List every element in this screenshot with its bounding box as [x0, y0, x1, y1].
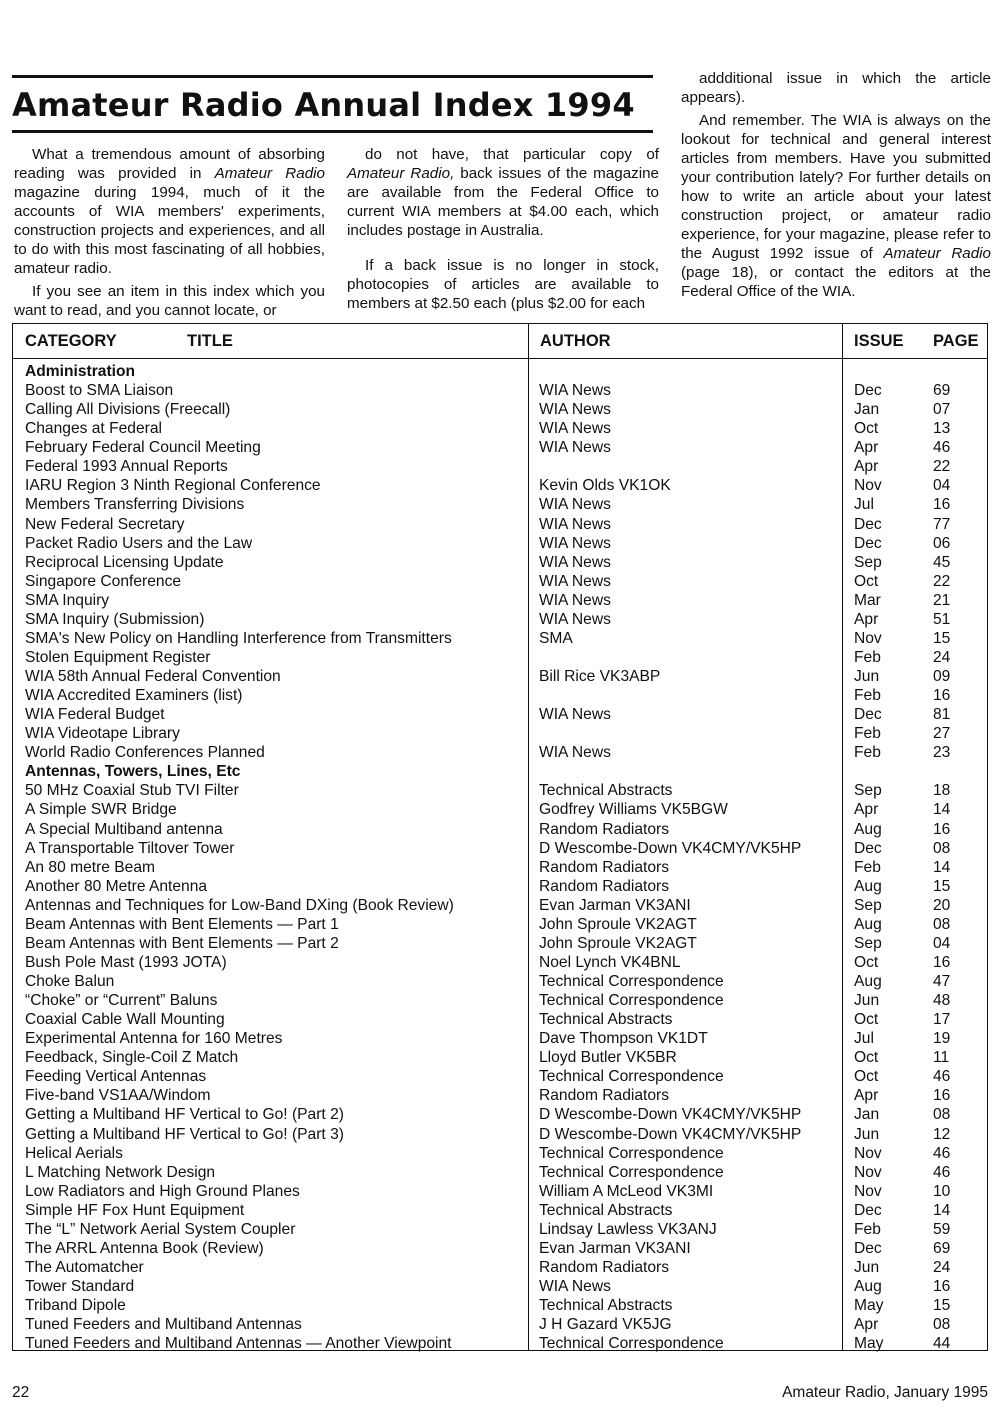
cell-author: WIA News — [539, 744, 611, 762]
cell-issue: Apr — [854, 458, 879, 476]
intro-text: If you see an item in this index which you want to read, and you cannot locate, or — [14, 283, 325, 319]
cell-issue: Mar — [854, 591, 881, 609]
cell-issue: Aug — [854, 915, 882, 933]
cell-issue: Aug — [854, 877, 882, 895]
table-row — [13, 553, 987, 572]
cell-page: 12 — [933, 1125, 951, 1143]
table-row — [13, 896, 987, 915]
cell-issue: Dec — [854, 1201, 882, 1219]
cell-page: 24 — [933, 1258, 951, 1276]
cell-title: A Simple SWR Bridge — [25, 801, 177, 819]
cell-title: WIA Videotape Library — [25, 725, 180, 743]
header-divider — [13, 358, 987, 359]
cell-author: Evan Jarman VK3ANI — [539, 896, 691, 914]
table-row — [13, 457, 987, 476]
cell-page: 69 — [933, 382, 951, 400]
cell-title: Stolen Equipment Register — [25, 648, 211, 666]
cell-issue: Dec — [854, 706, 882, 724]
footer-page-number: 22 — [12, 1384, 30, 1401]
cell-page: 22 — [933, 458, 951, 476]
cell-page: 14 — [933, 801, 951, 819]
cell-title: WIA Federal Budget — [25, 706, 165, 724]
intro-text: What a tremendous amount of absorbing reading was provided in — [14, 146, 325, 182]
cell-title: WIA 58th Annual Federal Convention — [25, 668, 281, 685]
intro-italic-text: Amateur Radio — [883, 245, 991, 262]
page-title: Amateur Radio Annual Index 1994 — [12, 86, 635, 124]
table-row — [13, 572, 987, 591]
cell-page: 15 — [933, 629, 951, 647]
cell-title: “Choke” or “Current” Baluns — [25, 992, 218, 1010]
table-row — [13, 724, 987, 743]
cell-page: 08 — [933, 839, 951, 857]
cell-issue: Jul — [854, 1030, 874, 1048]
cell-page: 08 — [933, 915, 951, 933]
table-row — [13, 438, 987, 457]
cell-issue: Oct — [854, 420, 879, 438]
cell-author: Lindsay Lawless VK3ANJ — [539, 1220, 717, 1238]
table-row — [13, 610, 987, 629]
cell-title: Members Transferring Divisions — [25, 496, 245, 514]
cell-issue: Nov — [854, 1163, 882, 1181]
cell-page: 17 — [933, 1011, 951, 1029]
cell-title: SMA Inquiry — [25, 591, 110, 609]
cell-title: Feedback, Single-Coil Z Match — [25, 1049, 239, 1067]
table-row — [13, 1029, 987, 1048]
cell-issue: Sep — [854, 782, 882, 800]
cell-author: Technical Correspondence — [539, 973, 724, 990]
cell-page: 04 — [933, 477, 951, 495]
cell-author: WIA News — [539, 515, 611, 533]
title-rule-top — [12, 75, 653, 78]
table-row — [13, 400, 987, 419]
cell-issue: Jun — [854, 1258, 880, 1276]
cell-author: Technical Correspondence — [539, 1163, 724, 1181]
table-row — [13, 648, 987, 667]
cell-page: 44 — [933, 1335, 951, 1353]
cell-page: 04 — [933, 934, 951, 952]
cell-issue: Apr — [854, 1087, 879, 1105]
cell-title: 50 MHz Coaxial Stub TVI Filter — [25, 782, 239, 800]
cell-author: WIA News — [539, 1278, 611, 1295]
table-row — [13, 1105, 987, 1124]
cell-author: WIA News — [539, 610, 611, 628]
cell-author: WIA News — [539, 553, 611, 571]
intro-column-3 — [681, 69, 991, 301]
cell-author: John Sproule VK2AGT — [539, 934, 697, 952]
category-row — [13, 762, 987, 781]
cell-author: WIA News — [539, 496, 611, 514]
cell-title: Beam Antennas with Bent Elements — Part 2 — [25, 934, 339, 952]
cell-page: 13 — [933, 420, 951, 438]
cell-page: 46 — [933, 1068, 951, 1086]
cell-page: 16 — [933, 953, 951, 971]
intro-paragraph — [14, 282, 325, 320]
table-row — [13, 972, 987, 991]
table-row — [13, 686, 987, 705]
cell-title: Beam Antennas with Bent Elements — Part 1 — [25, 915, 339, 933]
cell-author: SMA — [539, 629, 573, 647]
cell-page: 21 — [933, 591, 951, 609]
cell-title: Helical Aerials — [25, 1144, 123, 1162]
table-row — [13, 1163, 987, 1182]
cell-page: 45 — [933, 553, 951, 571]
cell-title: Triband Dipole — [25, 1297, 126, 1315]
table-row — [13, 1144, 987, 1163]
cell-page: 16 — [933, 687, 951, 705]
cell-title: A Special Multiband antenna — [25, 820, 223, 838]
cell-issue: Dec — [854, 534, 882, 552]
footer-publication: Amateur Radio, January 1995 — [782, 1384, 988, 1401]
table-row — [13, 534, 987, 553]
cell-issue: Jan — [854, 401, 880, 419]
cell-author: John Sproule VK2AGT — [539, 915, 697, 933]
table-row — [13, 476, 987, 495]
cell-author: Technical Abstracts — [539, 1011, 673, 1029]
cell-page: 46 — [933, 1163, 951, 1181]
intro-text: do not have, that particular copy of — [365, 146, 659, 163]
category-row — [13, 362, 987, 381]
cell-title: Another 80 Metre Antenna — [25, 877, 208, 895]
table-row — [13, 629, 987, 648]
cell-title: Getting a Multiband HF Vertical to Go! (Part 2) — [25, 1106, 344, 1124]
cell-page: 15 — [933, 1297, 951, 1315]
cell-issue: Feb — [854, 858, 881, 876]
intro-italic-text: Amateur Radio — [214, 165, 325, 182]
cell-title: Tower Standard — [25, 1278, 135, 1295]
cell-author: WIA News — [539, 534, 611, 552]
cell-title: New Federal Secretary — [25, 515, 185, 533]
cell-page: 16 — [933, 496, 951, 514]
cell-title: Low Radiators and High Ground Planes — [25, 1182, 300, 1200]
cell-issue: May — [854, 1297, 884, 1315]
table-row — [13, 381, 987, 400]
header-issue: ISSUE — [854, 332, 904, 350]
table-row — [13, 667, 987, 686]
cell-issue: Nov — [854, 1144, 882, 1162]
cell-title: Getting a Multiband HF Vertical to Go! (Part 3) — [25, 1125, 344, 1143]
cell-issue: Aug — [854, 820, 882, 838]
cell-author: Random Radiators — [539, 820, 670, 838]
cell-issue: Feb — [854, 1220, 881, 1238]
cell-issue: Jun — [854, 668, 880, 685]
table-row — [13, 839, 987, 858]
table-row — [13, 1125, 987, 1144]
cell-title: Feeding Vertical Antennas — [25, 1068, 207, 1086]
cell-page: 08 — [933, 1106, 951, 1124]
cell-author: Kevin Olds VK1OK — [539, 477, 671, 495]
intro-text: back issues of the magazine are available from the Federal Office to current WIA members at $4.00 each, which includes postage in Australia. — [347, 165, 659, 239]
table-row — [13, 515, 987, 534]
intro-paragraph — [14, 145, 325, 278]
cell-page: 22 — [933, 572, 951, 590]
cell-issue: Apr — [854, 1316, 879, 1334]
cell-issue: Dec — [854, 515, 882, 533]
cell-title: World Radio Conferences Planned — [25, 744, 265, 762]
cell-author: J H Gazard VK5JG — [539, 1316, 672, 1334]
cell-page: 77 — [933, 515, 951, 533]
intro-paragraph — [347, 256, 659, 313]
cell-page: 09 — [933, 668, 951, 685]
cell-issue: Dec — [854, 382, 882, 400]
cell-issue: Dec — [854, 1239, 882, 1257]
intro-text: And remember. The WIA is always on the lookout for technical and general interest articles from members. Have you submitted your contribution lately? For further details on how to write an article about your latest construction project, or amateur radio experience, for your magazine, please refer to the August 1992 issue of — [681, 112, 991, 262]
cell-author: D Wescombe-Down VK4CMY/VK5HP — [539, 1106, 802, 1124]
cell-issue: Dec — [854, 839, 882, 857]
cell-title: SMA Inquiry (Submission) — [25, 610, 205, 628]
table-row — [13, 991, 987, 1010]
cell-page: 27 — [933, 725, 951, 743]
intro-paragraph — [681, 69, 991, 107]
cell-page: 23 — [933, 744, 951, 762]
cell-page: 16 — [933, 1087, 951, 1105]
cell-issue: Apr — [854, 439, 879, 457]
cell-issue: Oct — [854, 953, 879, 971]
cell-issue: Jul — [854, 496, 874, 514]
cell-title: IARU Region 3 Ninth Regional Conference — [25, 477, 321, 495]
table-row — [13, 1010, 987, 1029]
cell-issue: Jan — [854, 1106, 880, 1124]
cell-title: Bush Pole Mast (1993 JOTA) — [25, 953, 227, 971]
cell-page: 08 — [933, 1316, 951, 1334]
cell-issue: Oct — [854, 1068, 879, 1086]
cell-author: Dave Thompson VK1DT — [539, 1030, 708, 1048]
cell-issue: Sep — [854, 553, 882, 571]
cell-title: A Transportable Tiltover Tower — [25, 839, 235, 857]
cell-page: 24 — [933, 648, 951, 666]
cell-page: 11 — [933, 1049, 950, 1067]
cell-author: Technical Abstracts — [539, 782, 673, 800]
cell-author: Lloyd Butler VK5BR — [539, 1049, 677, 1067]
cell-author: Bill Rice VK3ABP — [539, 668, 661, 685]
cell-title: Choke Balun — [25, 973, 115, 990]
intro-paragraph — [347, 145, 659, 240]
cell-issue: Aug — [854, 1278, 882, 1295]
table-row — [13, 1296, 987, 1315]
cell-title: Tuned Feeders and Multiband Antennas — Another Viewpoint — [25, 1335, 452, 1353]
cell-title: Boost to SMA Liaison — [25, 382, 174, 400]
cell-title: Packet Radio Users and the Law — [25, 534, 253, 552]
cell-title: Antennas and Techniques for Low-Band DXing (Book Review) — [25, 896, 454, 914]
cell-title: SMA's New Policy on Handling Interference from Transmitters — [25, 629, 452, 647]
cell-title: The ARRL Antenna Book (Review) — [25, 1239, 264, 1257]
index-table — [12, 323, 988, 1351]
cell-issue: Apr — [854, 610, 879, 628]
header-title: TITLE — [187, 332, 233, 350]
cell-title: Singapore Conference — [25, 572, 182, 590]
cell-author: Technical Abstracts — [539, 1201, 673, 1219]
table-row — [13, 934, 987, 953]
cell-page: 48 — [933, 992, 951, 1010]
cell-issue: Feb — [854, 744, 881, 762]
cell-title: Tuned Feeders and Multiband Antennas — [25, 1316, 302, 1334]
cell-author: William A McLeod VK3MI — [539, 1182, 714, 1200]
cell-page: 19 — [933, 1030, 951, 1048]
cell-page: 59 — [933, 1220, 951, 1238]
intro-column-2 — [347, 145, 659, 313]
table-row — [13, 591, 987, 610]
cell-page: 14 — [933, 1201, 951, 1219]
index-rows — [13, 362, 987, 1353]
cell-author: Evan Jarman VK3ANI — [539, 1239, 691, 1257]
cell-author: WIA News — [539, 591, 611, 609]
cell-issue: Aug — [854, 973, 882, 990]
cell-title: Five-band VS1AA/Windom — [25, 1087, 211, 1105]
cell-title: Changes at Federal — [25, 420, 162, 438]
intro-paragraph — [681, 111, 991, 301]
cell-author: WIA News — [539, 439, 611, 457]
cell-page: 47 — [933, 973, 951, 990]
table-row — [13, 495, 987, 514]
cell-title: February Federal Council Meeting — [25, 439, 261, 457]
cell-page: 46 — [933, 439, 951, 457]
cell-page: 81 — [933, 706, 951, 724]
cell-page: 16 — [933, 820, 951, 838]
table-row — [13, 1220, 987, 1239]
cell-page: 14 — [933, 858, 951, 876]
cell-title: The Automatcher — [25, 1258, 144, 1276]
cell-author: WIA News — [539, 572, 611, 590]
header-page: PAGE — [933, 332, 979, 350]
cell-page: 46 — [933, 1144, 951, 1162]
cell-title: An 80 metre Beam — [25, 858, 156, 876]
table-row — [13, 1239, 987, 1258]
cell-page: 16 — [933, 1278, 951, 1295]
table-row — [13, 1182, 987, 1201]
cell-page: 06 — [933, 534, 951, 552]
table-row — [13, 1277, 987, 1296]
cell-author: Random Radiators — [539, 1087, 670, 1105]
cell-issue: Oct — [854, 1049, 879, 1067]
cell-issue: Nov — [854, 477, 882, 495]
table-row — [13, 1048, 987, 1067]
intro-column-1 — [14, 145, 325, 320]
table-row — [13, 1067, 987, 1086]
table-row — [13, 743, 987, 762]
table-row — [13, 820, 987, 839]
table-row — [13, 1258, 987, 1277]
cell-author: Technical Abstracts — [539, 1297, 673, 1315]
table-row — [13, 1086, 987, 1105]
cell-title: L Matching Network Design — [25, 1163, 216, 1181]
cell-title: Federal 1993 Annual Reports — [25, 458, 228, 476]
table-row — [13, 781, 987, 800]
cell-author: D Wescombe-Down VK4CMY/VK5HP — [539, 839, 802, 857]
cell-issue: Feb — [854, 687, 881, 705]
cell-author: Random Radiators — [539, 877, 670, 895]
cell-author: D Wescombe-Down VK4CMY/VK5HP — [539, 1125, 802, 1143]
table-row — [13, 1334, 987, 1353]
cell-issue: Sep — [854, 896, 882, 914]
cell-page: 07 — [933, 401, 951, 419]
table-row — [13, 877, 987, 896]
cell-issue: Apr — [854, 801, 879, 819]
cell-title: Experimental Antenna for 160 Metres — [25, 1030, 283, 1048]
cell-issue: Oct — [854, 1011, 879, 1029]
cell-page: 10 — [933, 1182, 951, 1200]
cell-title: Coaxial Cable Wall Mounting — [25, 1011, 225, 1029]
cell-page: 18 — [933, 782, 951, 800]
cell-page: 69 — [933, 1239, 951, 1257]
cell-page: 20 — [933, 896, 951, 914]
cell-author: WIA News — [539, 420, 611, 438]
cell-issue: Nov — [854, 629, 882, 647]
cell-issue: Jun — [854, 992, 880, 1010]
table-row — [13, 1315, 987, 1334]
cell-author: Technical Correspondence — [539, 1068, 724, 1086]
table-row — [13, 800, 987, 819]
category-label: Administration — [25, 363, 136, 380]
intro-text: addditional issue in which the article appears). — [681, 70, 991, 106]
cell-author: Random Radiators — [539, 1258, 670, 1276]
cell-title: Calling All Divisions (Freecall) — [25, 401, 231, 419]
header-category: CATEGORY — [25, 332, 117, 350]
cell-author: Technical Correspondence — [539, 1335, 724, 1353]
cell-author: Godfrey Williams VK5BGW — [539, 801, 728, 819]
header-author: AUTHOR — [540, 332, 611, 350]
cell-author: WIA News — [539, 706, 611, 724]
cell-issue: Sep — [854, 934, 882, 952]
cell-author: WIA News — [539, 401, 611, 419]
cell-title: Simple HF Fox Hunt Equipment — [25, 1201, 245, 1219]
table-row — [13, 419, 987, 438]
cell-title: The “L” Network Aerial System Coupler — [25, 1220, 296, 1238]
table-row — [13, 953, 987, 972]
intro-italic-text: Amateur Radio, — [347, 165, 455, 182]
table-row — [13, 705, 987, 724]
cell-issue: Feb — [854, 648, 881, 666]
cell-author: Noel Lynch VK4BNL — [539, 953, 681, 971]
cell-author: Random Radiators — [539, 858, 670, 876]
table-row — [13, 858, 987, 877]
cell-issue: Oct — [854, 572, 879, 590]
cell-issue: Feb — [854, 725, 881, 743]
cell-title: WIA Accredited Examiners (list) — [25, 687, 243, 705]
cell-page: 51 — [933, 610, 951, 628]
table-row — [13, 1201, 987, 1220]
intro-text: (page 18), or contact the editors at the Federal Office of the WIA. — [681, 264, 991, 300]
cell-issue: May — [854, 1335, 884, 1353]
cell-page: 15 — [933, 877, 951, 895]
cell-author: WIA News — [539, 382, 611, 400]
cell-author: Technical Correspondence — [539, 992, 724, 1010]
intro-text: If a back issue is no longer in stock, photocopies of articles are available to members at $2.50 each (plus $2.00 for each — [347, 257, 659, 312]
title-rule-bottom — [12, 130, 653, 133]
category-label: Antennas, Towers, Lines, Etc — [25, 763, 241, 781]
table-row — [13, 915, 987, 934]
cell-title: Reciprocal Licensing Update — [25, 553, 224, 571]
intro-text: magazine during 1994, much of it the accounts of WIA members' experiments, construction projects and experiences, and all to do with this most fascinating of all hobbies, amateur radio. — [14, 184, 325, 277]
cell-issue: Nov — [854, 1182, 882, 1200]
cell-issue: Jun — [854, 1125, 880, 1143]
cell-author: Technical Correspondence — [539, 1144, 724, 1162]
